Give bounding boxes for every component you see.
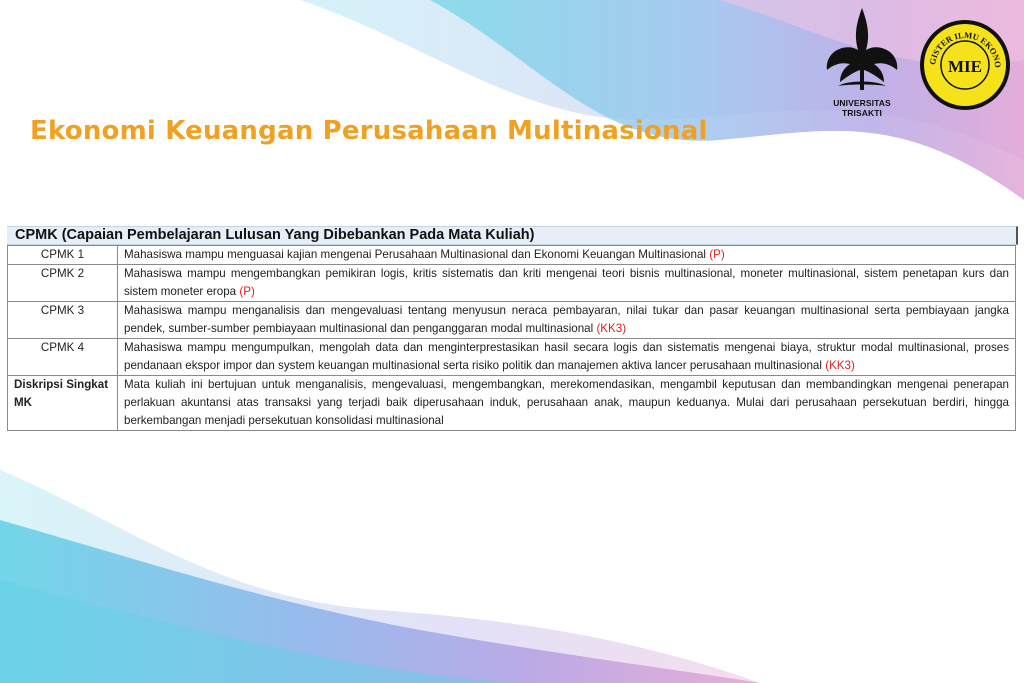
mie-center-text: MIE	[948, 57, 982, 76]
cpmk-text: Mahasiswa mampu mengembangkan pemikiran logis, kritis sistematis dan kriti mengenai teori bisnis multinasional, moneter multinasional, sistem penetapan kurs dan sistem moneter eropa	[124, 267, 1009, 298]
cpmk-description	[118, 265, 1016, 302]
mie-seal-icon	[918, 18, 1012, 112]
cpmk-tag: (KK3)	[825, 359, 855, 372]
cpmk-tag: (KK3)	[596, 322, 627, 335]
cpmk-code: CPMK 4	[8, 339, 118, 376]
logo-universitas-trisakti	[812, 6, 912, 118]
trisakti-caption: UNIVERSITAS TRISAKTI	[833, 98, 891, 118]
cpmk-tag: (P)	[709, 248, 725, 261]
cpmk-code: CPMK 3	[8, 302, 118, 339]
table-row	[8, 339, 1016, 376]
table-row	[8, 265, 1016, 302]
trisakti-emblem-icon	[824, 6, 900, 96]
cpmk-code: CPMK 1	[8, 246, 118, 265]
table-row	[8, 246, 1016, 265]
page-title: Ekonomi Keuangan Perusahaan Multinasional	[30, 116, 708, 146]
mie-ring-text: GISTER ILMU EKONO	[927, 29, 1004, 69]
table-row-description	[8, 376, 1016, 431]
cpmk-code: CPMK 2	[8, 265, 118, 302]
cpmk-tag: (P)	[239, 285, 255, 298]
cpmk-text: Mahasiswa mampu mengumpulkan, mengolah data dan menginterprestasikan hasil secara logis dan sistematis mengenai biaya, struktur modal multinasional, proses pendanaan ekspor impor dan system keuangan multinasional serta risiko politik dan manajemen aktiva lancer perusahaan multinasional	[124, 341, 1009, 372]
cpmk-text: Mahasiswa mampu menganalisis dan mengevaluasi tentang menyusun neraca pembayaran, nilai tukar dan pasar keuangan multinasional serta pembiayaan jangka pendek, sumber-sumber pembiayaan multinasional dan penganggaran modal multinasional	[124, 304, 1009, 335]
logo-magister-ilmu-ekonomi	[918, 18, 1012, 112]
cpmk-description	[118, 302, 1016, 339]
description-text: Mata kuliah ini bertujuan untuk menganalisis, mengevaluasi, mengembangkan, merekomendasikan, mengambil keputusan dan membandingkan mengenai penerapan perlakuan akuntansi atas transaksi yang terjadi baik diperusahaan induk, perusahaan anak, maupun keduanya. Mulai dari perusahaan persekutuan berdiri, hingga berkembangan menjadi persekutuan konsolidasi multinasional	[118, 376, 1016, 431]
cpmk-table	[7, 226, 1018, 431]
table-row	[8, 302, 1016, 339]
cpmk-header: CPMK (Capaian Pembelajaran Lulusan Yang Dibebankan Pada Mata Kuliah)	[7, 226, 1018, 245]
cpmk-description	[118, 246, 1016, 265]
cpmk-description	[118, 339, 1016, 376]
description-label: Diskripsi Singkat MK	[8, 376, 118, 431]
cpmk-text: Mahasiswa mampu menguasai kajian mengenai Perusahaan Multinasional dan Ekonomi Keuangan Multinasional	[124, 248, 706, 261]
